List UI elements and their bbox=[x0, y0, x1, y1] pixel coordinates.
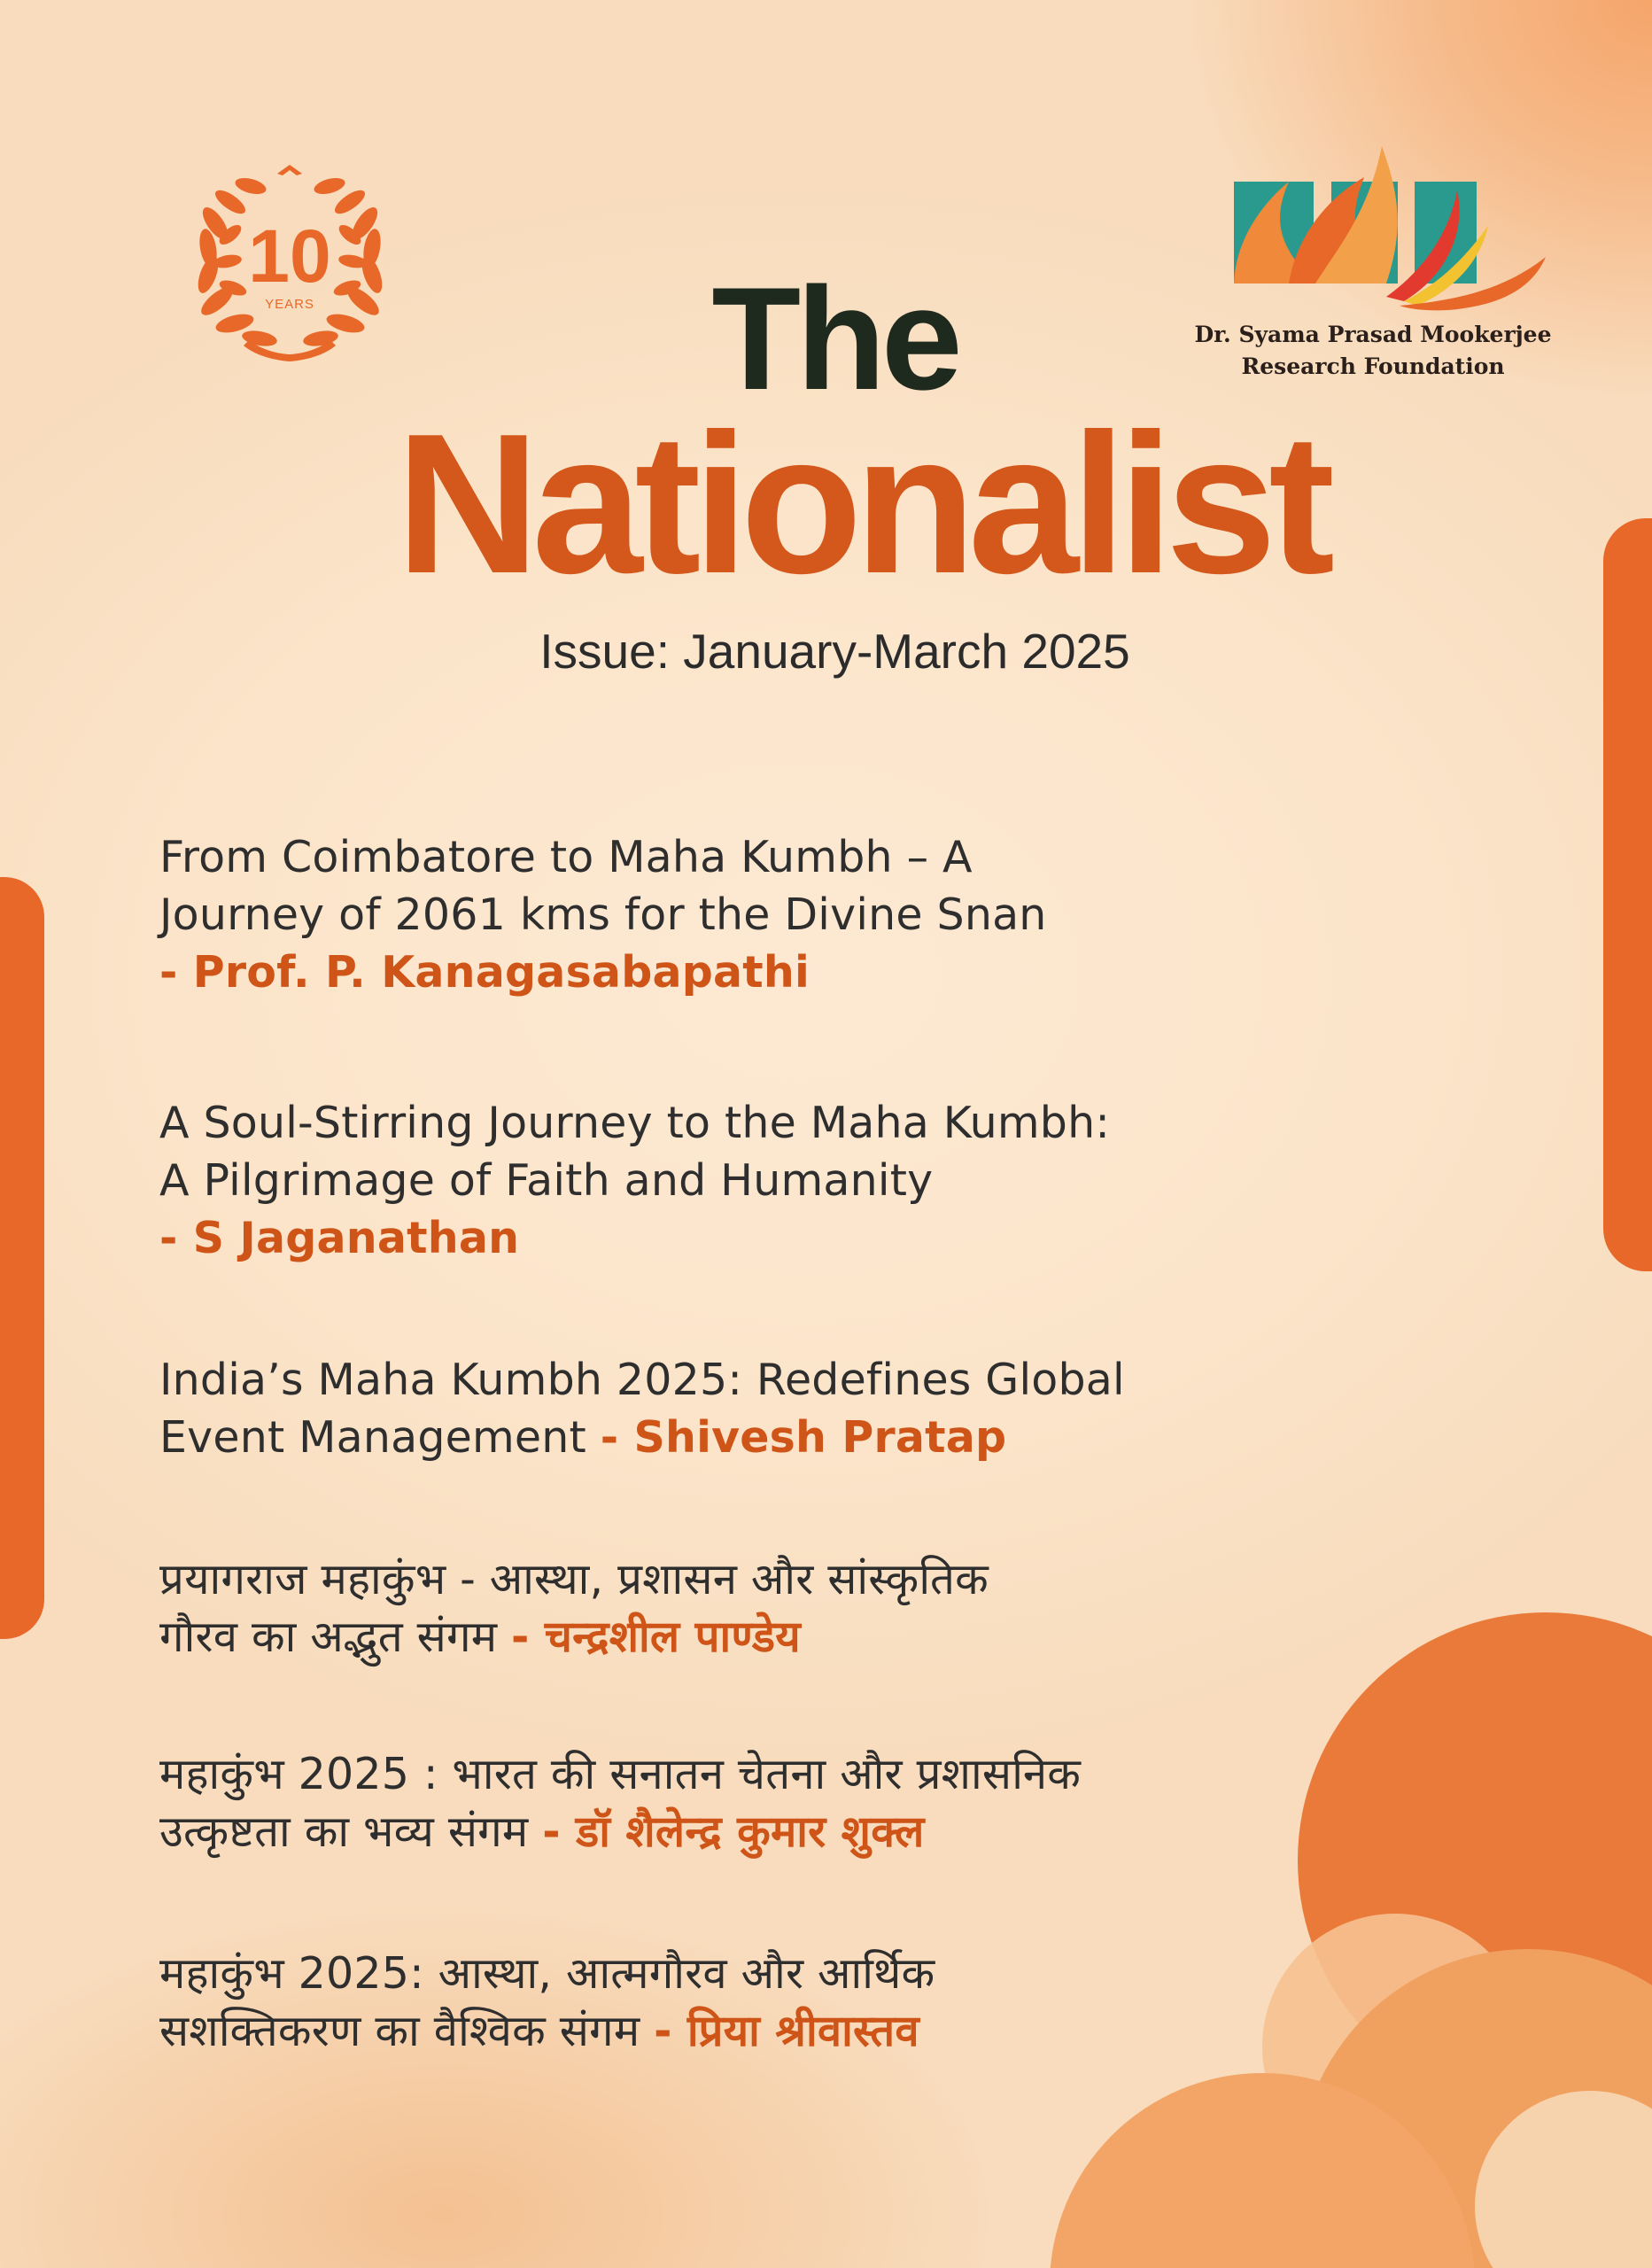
badge-number: 10 bbox=[248, 214, 331, 298]
article-title-line: महाकुंभ 2025 : भारत की सनातन चेतना और प्रशासनिक bbox=[159, 1749, 1082, 1799]
article-author: - डॉ शैलेन्द्र कुमार शुक्ल bbox=[542, 1806, 925, 1857]
article-author: - Prof. P. Kanagasabapathi bbox=[159, 947, 810, 998]
article-title-line: A Pilgrimage of Faith and Humanity bbox=[159, 1155, 934, 1206]
article-item[interactable] bbox=[159, 1550, 989, 1666]
article-title-line: India’s Maha Kumbh 2025: Redefines Global bbox=[159, 1355, 1125, 1405]
article-author: - चन्द्रशील पाण्डेय bbox=[511, 1612, 801, 1662]
article-title-line: Journey of 2061 kms for the Divine Snan bbox=[159, 889, 1047, 940]
article-author: - S Jaganathan bbox=[159, 1213, 520, 1263]
issue-date: Issue: January-March 2025 bbox=[539, 624, 1130, 679]
masthead-title: Nationalist bbox=[395, 392, 1328, 615]
article-author: - Shivesh Pratap bbox=[600, 1412, 1007, 1463]
article-title-line: गौरव का अद्भुत संगम bbox=[159, 1612, 498, 1662]
article-title-line: उत्कृष्टता का भव्य संगम bbox=[159, 1806, 529, 1857]
badge-label: YEARS bbox=[265, 297, 314, 312]
article-author: - प्रिया श्रीवास्तव bbox=[654, 2006, 919, 2056]
article-title-line: A Soul-Stirring Journey to the Maha Kumbh: bbox=[159, 1098, 1111, 1148]
foundation-name-line2: Research Foundation bbox=[1241, 353, 1505, 379]
article-item[interactable] bbox=[159, 828, 1047, 1001]
left-orange-tab bbox=[0, 877, 44, 1639]
article-title-line: Event Management bbox=[159, 1412, 586, 1463]
article-item[interactable] bbox=[159, 1351, 1125, 1466]
article-item[interactable] bbox=[159, 1094, 1110, 1267]
article-item[interactable] bbox=[159, 1945, 935, 2060]
article-title-line: सशक्तिकरण का वैश्विक संगम bbox=[159, 2006, 640, 2056]
article-item[interactable] bbox=[159, 1745, 1081, 1860]
foundation-name-line1: Dr. Syama Prasad Mookerjee bbox=[1194, 322, 1552, 347]
article-title-line: From Coimbatore to Maha Kumbh – A bbox=[159, 832, 973, 882]
article-title-line: महाकुंभ 2025: आस्था, आत्मगौरव और आर्थिक bbox=[159, 1948, 935, 1999]
masthead-the: The bbox=[711, 257, 958, 420]
article-title-line: प्रयागराज महाकुंभ - आस्था, प्रशासन और सांस्कृतिक bbox=[159, 1554, 989, 1604]
